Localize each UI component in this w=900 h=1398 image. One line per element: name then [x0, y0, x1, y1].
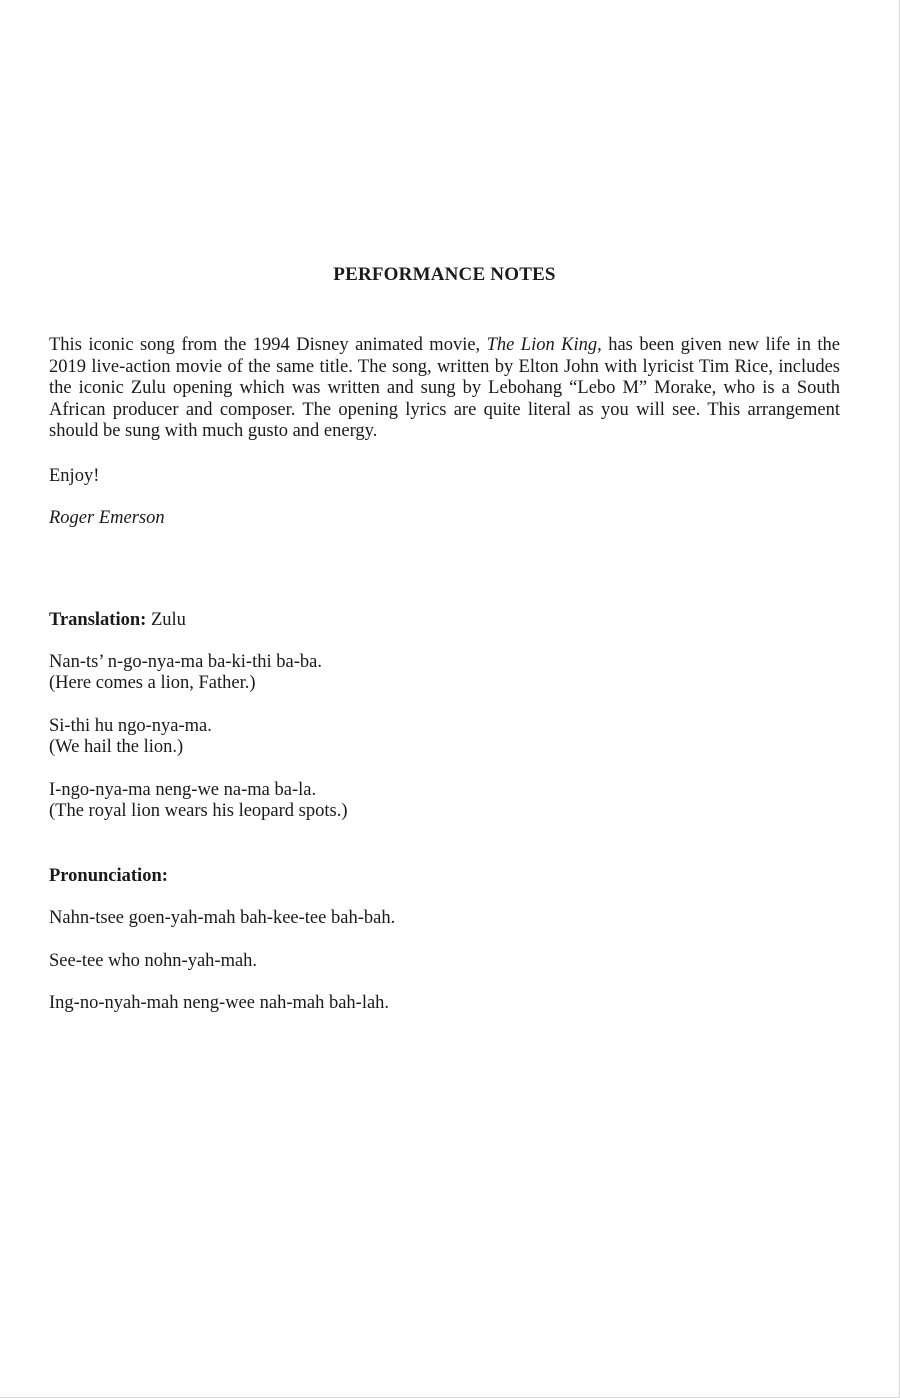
pronunciation-line: Nahn-tsee goen-yah-mah bah-kee-tee bah-bah.: [49, 908, 396, 928]
pronunciation-heading-label: Pronunciation:: [49, 865, 168, 886]
zulu-lyric: I-ngo-nya-ma neng-we na-ma ba-la.: [49, 779, 317, 800]
english-translation: (The royal lion wears his leopard spots.): [49, 801, 348, 821]
zulu-lyric: Nan-ts’ n-go-nya-ma ba-ki-thi ba-ba.: [49, 651, 322, 672]
movie-title: The Lion King: [486, 335, 598, 355]
enjoy-line: Enjoy!: [49, 465, 100, 486]
english-translation: (We hail the lion.): [49, 737, 184, 757]
pronunciation-heading: [49, 865, 840, 887]
translation-language: Zulu: [146, 609, 186, 630]
intro-text-start: This iconic song from the 1994 Disney animated movie,: [49, 335, 487, 355]
zulu-lyric: Si-thi hu ngo-nya-ma.: [49, 715, 212, 736]
intro-paragraph: [49, 335, 840, 443]
translation-heading-label: Translation:: [49, 609, 147, 630]
page-title: PERFORMANCE NOTES: [333, 264, 556, 285]
translation-pair: [49, 716, 840, 759]
intro-text-rest: , has been given new life in the 2019 live-action movie of the same title. The song, written by Elton John with lyricist Tim Rice, includes the iconic Zulu opening which was written and sung by Lebohang “Lebo M” Morake, who is a South African producer and composer. The opening lyrics are quite literal as you will see. This arrangement should be sung with much gusto and energy.: [49, 335, 840, 441]
translation-pair: [49, 652, 840, 695]
english-translation: (Here comes a lion, Father.): [49, 673, 256, 693]
page-content: [49, 262, 840, 1014]
pronunciation-line: See-tee who nohn-yah-mah.: [49, 950, 258, 971]
translation-heading: [49, 609, 840, 631]
author-signature: Roger Emerson: [49, 507, 165, 528]
pronunciation-line: Ing-no-nyah-mah neng-wee nah-mah bah-lah.: [49, 993, 390, 1013]
translation-pair: [49, 780, 840, 823]
